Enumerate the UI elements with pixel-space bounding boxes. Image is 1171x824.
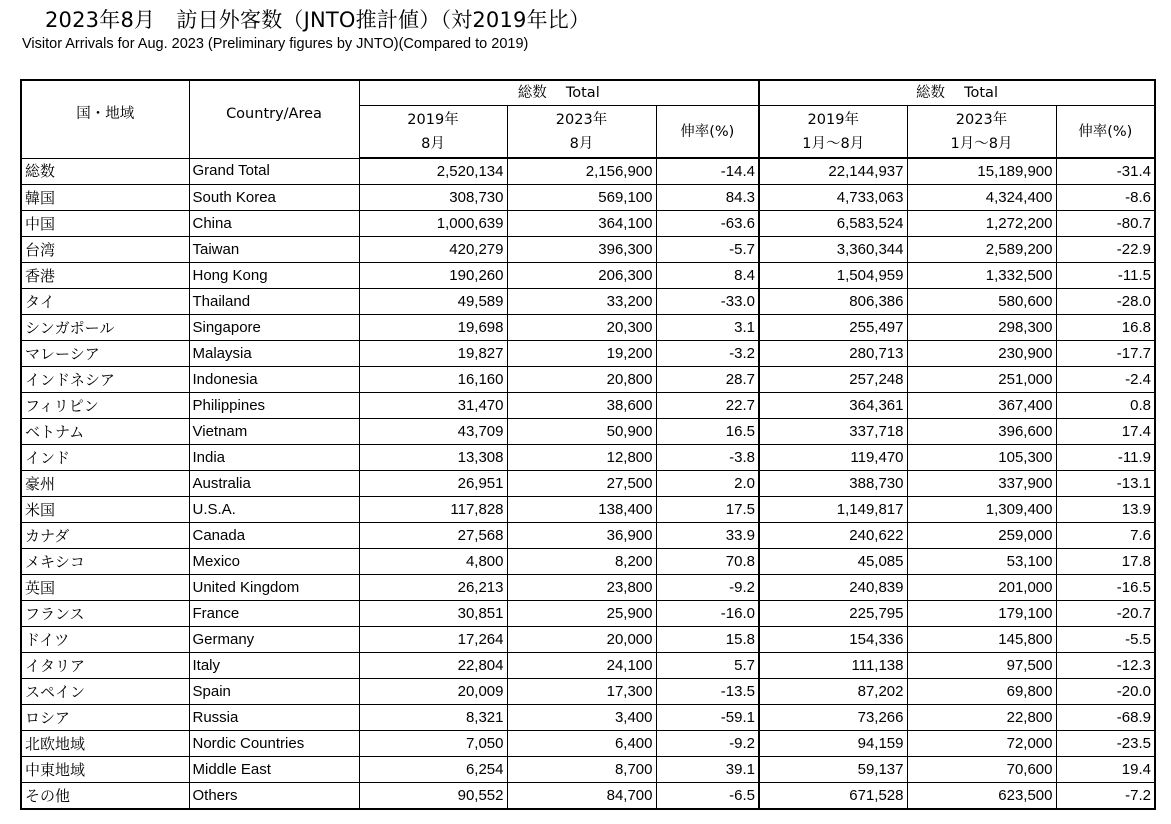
page-title: 2023年8月 訪日外客数（JNTO推計値）（対2019年比） xyxy=(45,8,591,32)
cell-month-2023: 20,000 xyxy=(507,627,656,653)
cell-country-en: Thailand xyxy=(189,289,359,315)
cell-month-2023: 3,400 xyxy=(507,705,656,731)
cell-country-jp: フィリピン xyxy=(21,393,189,419)
cell-month-2019: 26,213 xyxy=(359,575,507,601)
header-ytd-2023-months: 1月～8月 xyxy=(950,135,1013,152)
cell-country-jp: ロシア xyxy=(21,705,189,731)
table-row xyxy=(21,419,1155,445)
cell-ytd-2023: 97,500 xyxy=(907,653,1056,679)
cell-growth-month: -9.2 xyxy=(656,731,759,757)
cell-ytd-2023: 337,900 xyxy=(907,471,1056,497)
cell-country-en: Middle East xyxy=(189,757,359,783)
cell-country-en: Spain xyxy=(189,679,359,705)
cell-growth-month: 16.5 xyxy=(656,419,759,445)
header-month-2019-year: 2019年 xyxy=(407,111,459,128)
cell-growth-ytd: -16.5 xyxy=(1056,575,1155,601)
cell-growth-ytd: -13.1 xyxy=(1056,471,1155,497)
cell-country-jp: タイ xyxy=(21,289,189,315)
cell-month-2019: 19,827 xyxy=(359,341,507,367)
table-row xyxy=(21,601,1155,627)
cell-growth-month: 28.7 xyxy=(656,367,759,393)
cell-month-2019: 43,709 xyxy=(359,419,507,445)
cell-growth-month: 8.4 xyxy=(656,263,759,289)
cell-growth-ytd: -12.3 xyxy=(1056,653,1155,679)
cell-country-en: China xyxy=(189,211,359,237)
cell-country-en: Mexico xyxy=(189,549,359,575)
table-row xyxy=(21,679,1155,705)
cell-country-en: Philippines xyxy=(189,393,359,419)
cell-growth-ytd: -17.7 xyxy=(1056,341,1155,367)
cell-ytd-2019: 225,795 xyxy=(759,601,907,627)
table-row xyxy=(21,471,1155,497)
cell-ytd-2019: 337,718 xyxy=(759,419,907,445)
cell-ytd-2019: 1,149,817 xyxy=(759,497,907,523)
cell-growth-month: 3.1 xyxy=(656,315,759,341)
cell-ytd-2019: 6,583,524 xyxy=(759,211,907,237)
cell-country-jp: 台湾 xyxy=(21,237,189,263)
cell-ytd-2019: 257,248 xyxy=(759,367,907,393)
cell-month-2023: 138,400 xyxy=(507,497,656,523)
table-row xyxy=(21,263,1155,289)
cell-growth-ytd: 16.8 xyxy=(1056,315,1155,341)
table-row xyxy=(21,367,1155,393)
header-ytd-2023 xyxy=(907,106,1056,159)
cell-growth-month: -6.5 xyxy=(656,783,759,810)
cell-country-jp: スペイン xyxy=(21,679,189,705)
cell-ytd-2023: 623,500 xyxy=(907,783,1056,810)
cell-month-2019: 2,520,134 xyxy=(359,158,507,185)
cell-country-jp: 北欧地域 xyxy=(21,731,189,757)
cell-growth-month: -9.2 xyxy=(656,575,759,601)
cell-month-2023: 50,900 xyxy=(507,419,656,445)
cell-country-jp: その他 xyxy=(21,783,189,810)
table-row xyxy=(21,158,1155,185)
cell-growth-month: 22.7 xyxy=(656,393,759,419)
cell-country-jp: ベトナム xyxy=(21,419,189,445)
cell-growth-month: -63.6 xyxy=(656,211,759,237)
cell-month-2023: 20,800 xyxy=(507,367,656,393)
cell-month-2019: 4,800 xyxy=(359,549,507,575)
cell-growth-month: -16.0 xyxy=(656,601,759,627)
header-ytd-2023-year: 2023年 xyxy=(955,111,1008,128)
cell-country-en: U.S.A. xyxy=(189,497,359,523)
table-row xyxy=(21,393,1155,419)
cell-month-2023: 36,900 xyxy=(507,523,656,549)
cell-ytd-2019: 255,497 xyxy=(759,315,907,341)
cell-country-jp: 米国 xyxy=(21,497,189,523)
cell-growth-ytd: -80.7 xyxy=(1056,211,1155,237)
cell-country-en: Malaysia xyxy=(189,341,359,367)
cell-ytd-2023: 179,100 xyxy=(907,601,1056,627)
cell-country-jp: マレーシア xyxy=(21,341,189,367)
visitor-arrivals-table xyxy=(20,79,1156,810)
cell-month-2023: 20,300 xyxy=(507,315,656,341)
cell-country-jp: インド xyxy=(21,445,189,471)
cell-ytd-2019: 59,137 xyxy=(759,757,907,783)
cell-growth-month: 17.5 xyxy=(656,497,759,523)
cell-country-en: Nordic Countries xyxy=(189,731,359,757)
cell-month-2023: 8,200 xyxy=(507,549,656,575)
cell-growth-month: -33.0 xyxy=(656,289,759,315)
cell-country-jp: イタリア xyxy=(21,653,189,679)
cell-month-2023: 38,600 xyxy=(507,393,656,419)
cell-month-2023: 23,800 xyxy=(507,575,656,601)
cell-growth-ytd: -28.0 xyxy=(1056,289,1155,315)
cell-month-2023: 17,300 xyxy=(507,679,656,705)
header-country-jp: 国・地域 xyxy=(21,80,189,158)
cell-country-jp: フランス xyxy=(21,601,189,627)
cell-ytd-2023: 105,300 xyxy=(907,445,1056,471)
cell-country-jp: メキシコ xyxy=(21,549,189,575)
cell-month-2019: 6,254 xyxy=(359,757,507,783)
cell-growth-ytd: 0.8 xyxy=(1056,393,1155,419)
cell-month-2019: 1,000,639 xyxy=(359,211,507,237)
cell-month-2019: 8,321 xyxy=(359,705,507,731)
cell-ytd-2019: 45,085 xyxy=(759,549,907,575)
cell-ytd-2023: 580,600 xyxy=(907,289,1056,315)
cell-ytd-2023: 69,800 xyxy=(907,679,1056,705)
table-row xyxy=(21,523,1155,549)
cell-country-en: Russia xyxy=(189,705,359,731)
cell-country-en: Indonesia xyxy=(189,367,359,393)
cell-month-2023: 84,700 xyxy=(507,783,656,810)
cell-growth-month: 33.9 xyxy=(656,523,759,549)
header-month-2019-month: 8月 xyxy=(421,135,445,152)
cell-ytd-2019: 154,336 xyxy=(759,627,907,653)
cell-ytd-2019: 240,839 xyxy=(759,575,907,601)
cell-month-2023: 19,200 xyxy=(507,341,656,367)
cell-month-2019: 49,589 xyxy=(359,289,507,315)
cell-ytd-2019: 94,159 xyxy=(759,731,907,757)
cell-ytd-2023: 1,332,500 xyxy=(907,263,1056,289)
table-row xyxy=(21,653,1155,679)
cell-country-jp: インドネシア xyxy=(21,367,189,393)
table-row xyxy=(21,575,1155,601)
cell-growth-ytd: -31.4 xyxy=(1056,158,1155,185)
header-ytd-2019-months: 1月～8月 xyxy=(802,135,865,152)
cell-growth-month: -59.1 xyxy=(656,705,759,731)
cell-month-2019: 13,308 xyxy=(359,445,507,471)
cell-country-en: United Kingdom xyxy=(189,575,359,601)
cell-month-2019: 27,568 xyxy=(359,523,507,549)
cell-month-2023: 206,300 xyxy=(507,263,656,289)
cell-ytd-2023: 53,100 xyxy=(907,549,1056,575)
cell-growth-ytd: 7.6 xyxy=(1056,523,1155,549)
cell-month-2023: 12,800 xyxy=(507,445,656,471)
cell-growth-ytd: -23.5 xyxy=(1056,731,1155,757)
cell-ytd-2023: 367,400 xyxy=(907,393,1056,419)
cell-ytd-2023: 22,800 xyxy=(907,705,1056,731)
cell-month-2019: 26,951 xyxy=(359,471,507,497)
cell-country-en: India xyxy=(189,445,359,471)
cell-ytd-2019: 806,386 xyxy=(759,289,907,315)
cell-growth-month: -5.7 xyxy=(656,237,759,263)
cell-ytd-2023: 201,000 xyxy=(907,575,1056,601)
cell-country-jp: 韓国 xyxy=(21,185,189,211)
cell-country-jp: 中東地域 xyxy=(21,757,189,783)
cell-month-2023: 33,200 xyxy=(507,289,656,315)
cell-country-en: Australia xyxy=(189,471,359,497)
cell-growth-month: -3.8 xyxy=(656,445,759,471)
header-growth-month: 伸率(%) xyxy=(656,106,759,159)
cell-month-2019: 31,470 xyxy=(359,393,507,419)
cell-ytd-2019: 364,361 xyxy=(759,393,907,419)
page-subtitle: Visitor Arrivals for Aug. 2023 (Preliminary figures by JNTO)(Compared to 2019) xyxy=(22,36,529,52)
cell-country-jp: 中国 xyxy=(21,211,189,237)
cell-growth-ytd: 17.8 xyxy=(1056,549,1155,575)
header-month-2019 xyxy=(359,106,507,159)
cell-growth-ytd: -2.4 xyxy=(1056,367,1155,393)
cell-country-en: South Korea xyxy=(189,185,359,211)
table-row xyxy=(21,627,1155,653)
cell-ytd-2023: 259,000 xyxy=(907,523,1056,549)
cell-ytd-2023: 1,272,200 xyxy=(907,211,1056,237)
cell-country-jp: 英国 xyxy=(21,575,189,601)
table-row xyxy=(21,341,1155,367)
cell-growth-month: 15.8 xyxy=(656,627,759,653)
header-ytd-2019-year: 2019年 xyxy=(807,111,859,128)
cell-month-2023: 396,300 xyxy=(507,237,656,263)
cell-ytd-2019: 3,360,344 xyxy=(759,237,907,263)
cell-month-2019: 30,851 xyxy=(359,601,507,627)
cell-country-en: Canada xyxy=(189,523,359,549)
cell-ytd-2019: 73,266 xyxy=(759,705,907,731)
cell-ytd-2019: 119,470 xyxy=(759,445,907,471)
cell-growth-month: 2.0 xyxy=(656,471,759,497)
cell-growth-ytd: -20.0 xyxy=(1056,679,1155,705)
header-month-2023 xyxy=(507,106,656,159)
cell-ytd-2019: 22,144,937 xyxy=(759,158,907,185)
table-row xyxy=(21,783,1155,810)
cell-month-2019: 117,828 xyxy=(359,497,507,523)
cell-country-jp: カナダ xyxy=(21,523,189,549)
cell-month-2023: 25,900 xyxy=(507,601,656,627)
cell-month-2023: 6,400 xyxy=(507,731,656,757)
cell-ytd-2019: 388,730 xyxy=(759,471,907,497)
cell-growth-month: 39.1 xyxy=(656,757,759,783)
cell-growth-month: 5.7 xyxy=(656,653,759,679)
header-group-month: 総数 Total xyxy=(359,80,759,106)
header-month-2023-month: 8月 xyxy=(569,135,594,152)
cell-ytd-2023: 15,189,900 xyxy=(907,158,1056,185)
cell-country-en: France xyxy=(189,601,359,627)
cell-growth-ytd: -7.2 xyxy=(1056,783,1155,810)
cell-ytd-2023: 298,300 xyxy=(907,315,1056,341)
table-row xyxy=(21,549,1155,575)
cell-ytd-2023: 230,900 xyxy=(907,341,1056,367)
cell-ytd-2023: 2,589,200 xyxy=(907,237,1056,263)
cell-ytd-2023: 251,000 xyxy=(907,367,1056,393)
table-row xyxy=(21,705,1155,731)
cell-ytd-2019: 111,138 xyxy=(759,653,907,679)
cell-ytd-2019: 280,713 xyxy=(759,341,907,367)
cell-month-2019: 20,009 xyxy=(359,679,507,705)
cell-month-2019: 22,804 xyxy=(359,653,507,679)
cell-country-jp: 香港 xyxy=(21,263,189,289)
cell-growth-ytd: -11.5 xyxy=(1056,263,1155,289)
cell-growth-ytd: 19.4 xyxy=(1056,757,1155,783)
cell-ytd-2023: 70,600 xyxy=(907,757,1056,783)
cell-country-en: Germany xyxy=(189,627,359,653)
cell-country-en: Grand Total xyxy=(189,158,359,185)
cell-country-en: Vietnam xyxy=(189,419,359,445)
cell-growth-month: -14.4 xyxy=(656,158,759,185)
cell-growth-ytd: -5.5 xyxy=(1056,627,1155,653)
cell-country-en: Others xyxy=(189,783,359,810)
header-country-en: Country/Area xyxy=(189,80,359,158)
cell-ytd-2023: 1,309,400 xyxy=(907,497,1056,523)
cell-month-2023: 8,700 xyxy=(507,757,656,783)
table-row xyxy=(21,237,1155,263)
cell-country-en: Italy xyxy=(189,653,359,679)
header-ytd-2019 xyxy=(759,106,907,159)
cell-growth-month: 70.8 xyxy=(656,549,759,575)
cell-month-2023: 364,100 xyxy=(507,211,656,237)
table-row xyxy=(21,731,1155,757)
cell-country-en: Hong Kong xyxy=(189,263,359,289)
table-row xyxy=(21,757,1155,783)
cell-month-2023: 2,156,900 xyxy=(507,158,656,185)
cell-growth-ytd: -8.6 xyxy=(1056,185,1155,211)
cell-ytd-2019: 1,504,959 xyxy=(759,263,907,289)
cell-ytd-2023: 145,800 xyxy=(907,627,1056,653)
table-row xyxy=(21,497,1155,523)
cell-growth-month: 84.3 xyxy=(656,185,759,211)
cell-ytd-2019: 87,202 xyxy=(759,679,907,705)
cell-ytd-2019: 671,528 xyxy=(759,783,907,810)
cell-ytd-2019: 4,733,063 xyxy=(759,185,907,211)
table-row xyxy=(21,289,1155,315)
cell-ytd-2023: 72,000 xyxy=(907,731,1056,757)
header-growth-ytd: 伸率(%) xyxy=(1056,106,1155,159)
cell-country-en: Singapore xyxy=(189,315,359,341)
header-month-2023-year: 2023年 xyxy=(555,111,608,128)
cell-country-jp: ドイツ xyxy=(21,627,189,653)
cell-growth-ytd: -20.7 xyxy=(1056,601,1155,627)
cell-ytd-2019: 240,622 xyxy=(759,523,907,549)
cell-growth-month: -3.2 xyxy=(656,341,759,367)
cell-month-2019: 16,160 xyxy=(359,367,507,393)
cell-month-2019: 308,730 xyxy=(359,185,507,211)
cell-growth-ytd: 13.9 xyxy=(1056,497,1155,523)
cell-country-en: Taiwan xyxy=(189,237,359,263)
cell-country-jp: 総数 xyxy=(21,158,189,185)
cell-country-jp: シンガポール xyxy=(21,315,189,341)
cell-month-2023: 24,100 xyxy=(507,653,656,679)
table-row xyxy=(21,211,1155,237)
cell-growth-ytd: 17.4 xyxy=(1056,419,1155,445)
cell-ytd-2023: 396,600 xyxy=(907,419,1056,445)
cell-month-2019: 420,279 xyxy=(359,237,507,263)
cell-month-2023: 569,100 xyxy=(507,185,656,211)
table-row xyxy=(21,185,1155,211)
header-row-1 xyxy=(21,80,1155,106)
cell-month-2019: 17,264 xyxy=(359,627,507,653)
cell-country-jp: 豪州 xyxy=(21,471,189,497)
table-row xyxy=(21,445,1155,471)
table-row xyxy=(21,315,1155,341)
cell-ytd-2023: 4,324,400 xyxy=(907,185,1056,211)
cell-month-2019: 90,552 xyxy=(359,783,507,810)
cell-month-2019: 190,260 xyxy=(359,263,507,289)
cell-month-2019: 7,050 xyxy=(359,731,507,757)
cell-growth-ytd: -22.9 xyxy=(1056,237,1155,263)
header-group-ytd: 総数 Total xyxy=(759,80,1155,106)
cell-month-2019: 19,698 xyxy=(359,315,507,341)
cell-growth-ytd: -68.9 xyxy=(1056,705,1155,731)
cell-growth-month: -13.5 xyxy=(656,679,759,705)
cell-growth-ytd: -11.9 xyxy=(1056,445,1155,471)
cell-month-2023: 27,500 xyxy=(507,471,656,497)
